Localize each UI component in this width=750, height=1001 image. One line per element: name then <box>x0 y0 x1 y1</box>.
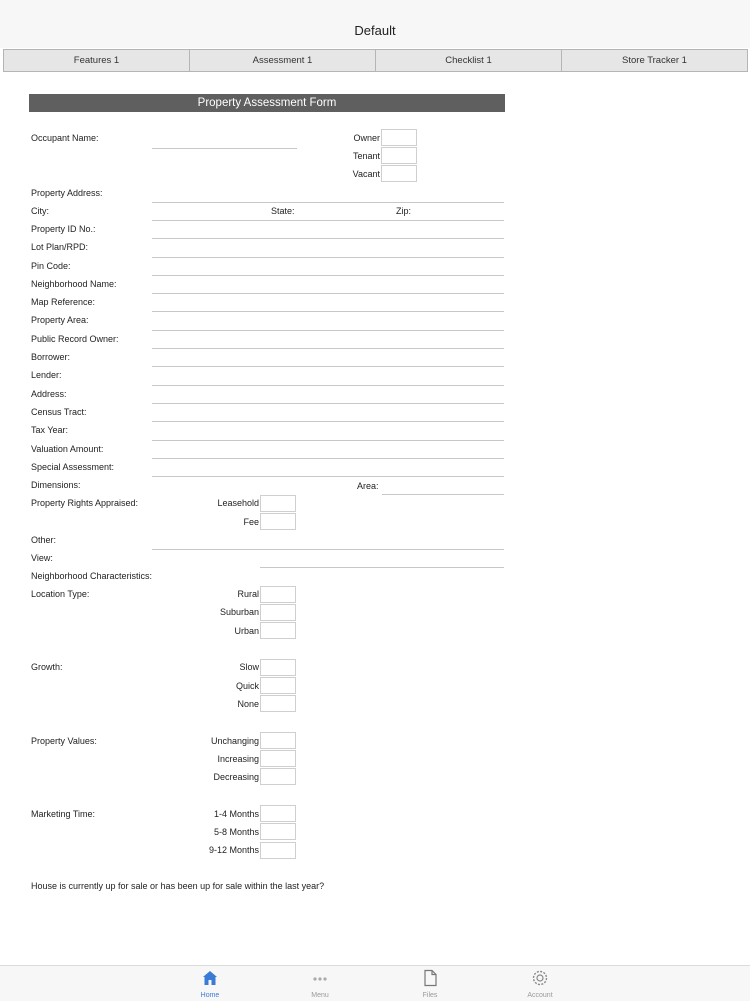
nav-files-label: Files <box>422 992 438 999</box>
months-5-8-checkbox[interactable] <box>260 823 296 840</box>
state-label: State: <box>271 206 295 216</box>
area-label: Area: <box>357 481 379 491</box>
pin-code-label: Pin Code: <box>31 261 71 271</box>
view-field[interactable] <box>260 567 504 568</box>
public-record-owner-field[interactable] <box>152 348 504 349</box>
suburban-checkbox[interactable] <box>260 604 296 621</box>
increasing-label: Increasing <box>217 754 259 764</box>
tab-bar <box>3 49 747 74</box>
lender-field[interactable] <box>152 385 504 386</box>
occupant-name-field[interactable] <box>152 148 297 149</box>
tab-store-tracker-1[interactable]: Store Tracker 1 <box>561 49 748 72</box>
tab-assessment-1[interactable]: Assessment 1 <box>189 49 376 72</box>
tenant-checkbox[interactable] <box>381 147 417 164</box>
location-type-label: Location Type: <box>31 589 90 599</box>
valuation-amount-field[interactable] <box>152 458 504 459</box>
bottom-nav <box>0 965 750 1001</box>
tab-checklist-1[interactable]: Checklist 1 <box>375 49 562 72</box>
growth-label: Growth: <box>31 662 63 672</box>
leasehold-label: Leasehold <box>217 498 259 508</box>
quick-checkbox[interactable] <box>260 677 296 694</box>
property-address-field[interactable] <box>152 202 504 203</box>
decreasing-label: Decreasing <box>213 772 259 782</box>
months-1-4-checkbox[interactable] <box>260 805 296 822</box>
nav-account[interactable] <box>510 968 570 999</box>
app-title: Default <box>354 23 396 38</box>
census-tract-label: Census Tract: <box>31 407 87 417</box>
months-1-4-label: 1-4 Months <box>213 809 259 819</box>
property-id-field[interactable] <box>152 238 504 239</box>
rural-checkbox[interactable] <box>260 586 296 603</box>
fee-label: Fee <box>243 517 259 527</box>
increasing-checkbox[interactable] <box>260 750 296 767</box>
dimensions-label: Dimensions: <box>31 480 81 490</box>
other-field[interactable] <box>152 549 504 550</box>
map-reference-field[interactable] <box>152 311 504 312</box>
form-title: Property Assessment Form <box>29 94 505 112</box>
other-label: Other: <box>31 535 57 545</box>
borrower-field[interactable] <box>152 366 504 367</box>
urban-checkbox[interactable] <box>260 622 296 639</box>
property-address-label: Property Address: <box>31 188 103 198</box>
city-state-zip-field[interactable] <box>152 220 504 221</box>
neighborhood-name-field[interactable] <box>152 293 504 294</box>
leasehold-checkbox[interactable] <box>260 495 296 512</box>
tax-year-field[interactable] <box>152 440 504 441</box>
public-record-owner-label: Public Record Owner: <box>31 334 119 344</box>
home-icon <box>180 968 240 988</box>
lot-plan-field[interactable] <box>152 257 504 258</box>
pin-code-field[interactable] <box>152 275 504 276</box>
lot-plan-label: Lot Plan/RPD: <box>31 242 89 252</box>
view-label: View: <box>31 553 53 563</box>
neighborhood-characteristics-label: Neighborhood Characteristics: <box>31 571 153 581</box>
lender-label: Lender: <box>31 370 62 380</box>
none-label: None <box>237 699 259 709</box>
months-9-12-checkbox[interactable] <box>260 842 296 859</box>
census-tract-field[interactable] <box>152 421 504 422</box>
fee-checkbox[interactable] <box>260 513 296 530</box>
city-label: City: <box>31 206 49 216</box>
rural-label: Rural <box>237 589 259 599</box>
property-area-label: Property Area: <box>31 315 89 325</box>
map-reference-label: Map Reference: <box>31 297 96 307</box>
special-assessment-label: Special Assessment: <box>31 462 115 472</box>
nav-files[interactable] <box>400 968 460 999</box>
owner-checkbox[interactable] <box>381 129 417 146</box>
property-area-field[interactable] <box>152 330 504 331</box>
vacant-checkbox[interactable] <box>381 165 417 182</box>
valuation-amount-label: Valuation Amount: <box>31 444 104 454</box>
area-field[interactable] <box>382 494 504 495</box>
property-rights-label: Property Rights Appraised: <box>31 498 139 508</box>
special-assessment-field[interactable] <box>152 476 504 477</box>
tab-features-1[interactable]: Features 1 <box>3 49 190 72</box>
slow-label: Slow <box>239 662 259 672</box>
none-checkbox[interactable] <box>260 695 296 712</box>
nav-menu-label: Menu <box>311 992 329 999</box>
vacant-label: Vacant <box>352 169 380 179</box>
tenant-label: Tenant <box>352 151 380 161</box>
file-icon <box>400 968 460 988</box>
nav-menu[interactable] <box>290 968 350 999</box>
address-label: Address: <box>31 389 67 399</box>
sale-question-label: House is currently up for sale or has been up for sale within the last year? <box>31 881 325 891</box>
address-field[interactable] <box>152 403 504 404</box>
gear-icon <box>510 968 570 988</box>
suburban-label: Suburban <box>219 607 259 617</box>
months-5-8-label: 5-8 Months <box>213 827 259 837</box>
nav-home-label: Home <box>200 992 220 999</box>
unchanging-checkbox[interactable] <box>260 732 296 749</box>
nav-home[interactable] <box>180 968 240 999</box>
property-id-label: Property ID No.: <box>31 224 96 234</box>
unchanging-label: Unchanging <box>210 736 259 746</box>
quick-label: Quick <box>235 681 259 691</box>
property-values-label: Property Values: <box>31 736 97 746</box>
urban-label: Urban <box>234 626 259 636</box>
borrower-label: Borrower: <box>31 352 71 362</box>
owner-label: Owner <box>353 133 380 143</box>
top-bar <box>0 0 750 48</box>
zip-label: Zip: <box>396 206 412 216</box>
more-dots-icon <box>290 968 350 988</box>
slow-checkbox[interactable] <box>260 659 296 676</box>
nav-account-label: Account <box>527 992 553 999</box>
marketing-time-label: Marketing Time: <box>31 809 96 819</box>
neighborhood-name-label: Neighborhood Name: <box>31 279 117 289</box>
decreasing-checkbox[interactable] <box>260 768 296 785</box>
months-9-12-label: 9-12 Months <box>208 845 259 855</box>
tax-year-label: Tax Year: <box>31 425 69 435</box>
occupant-name-label: Occupant Name: <box>31 133 99 143</box>
